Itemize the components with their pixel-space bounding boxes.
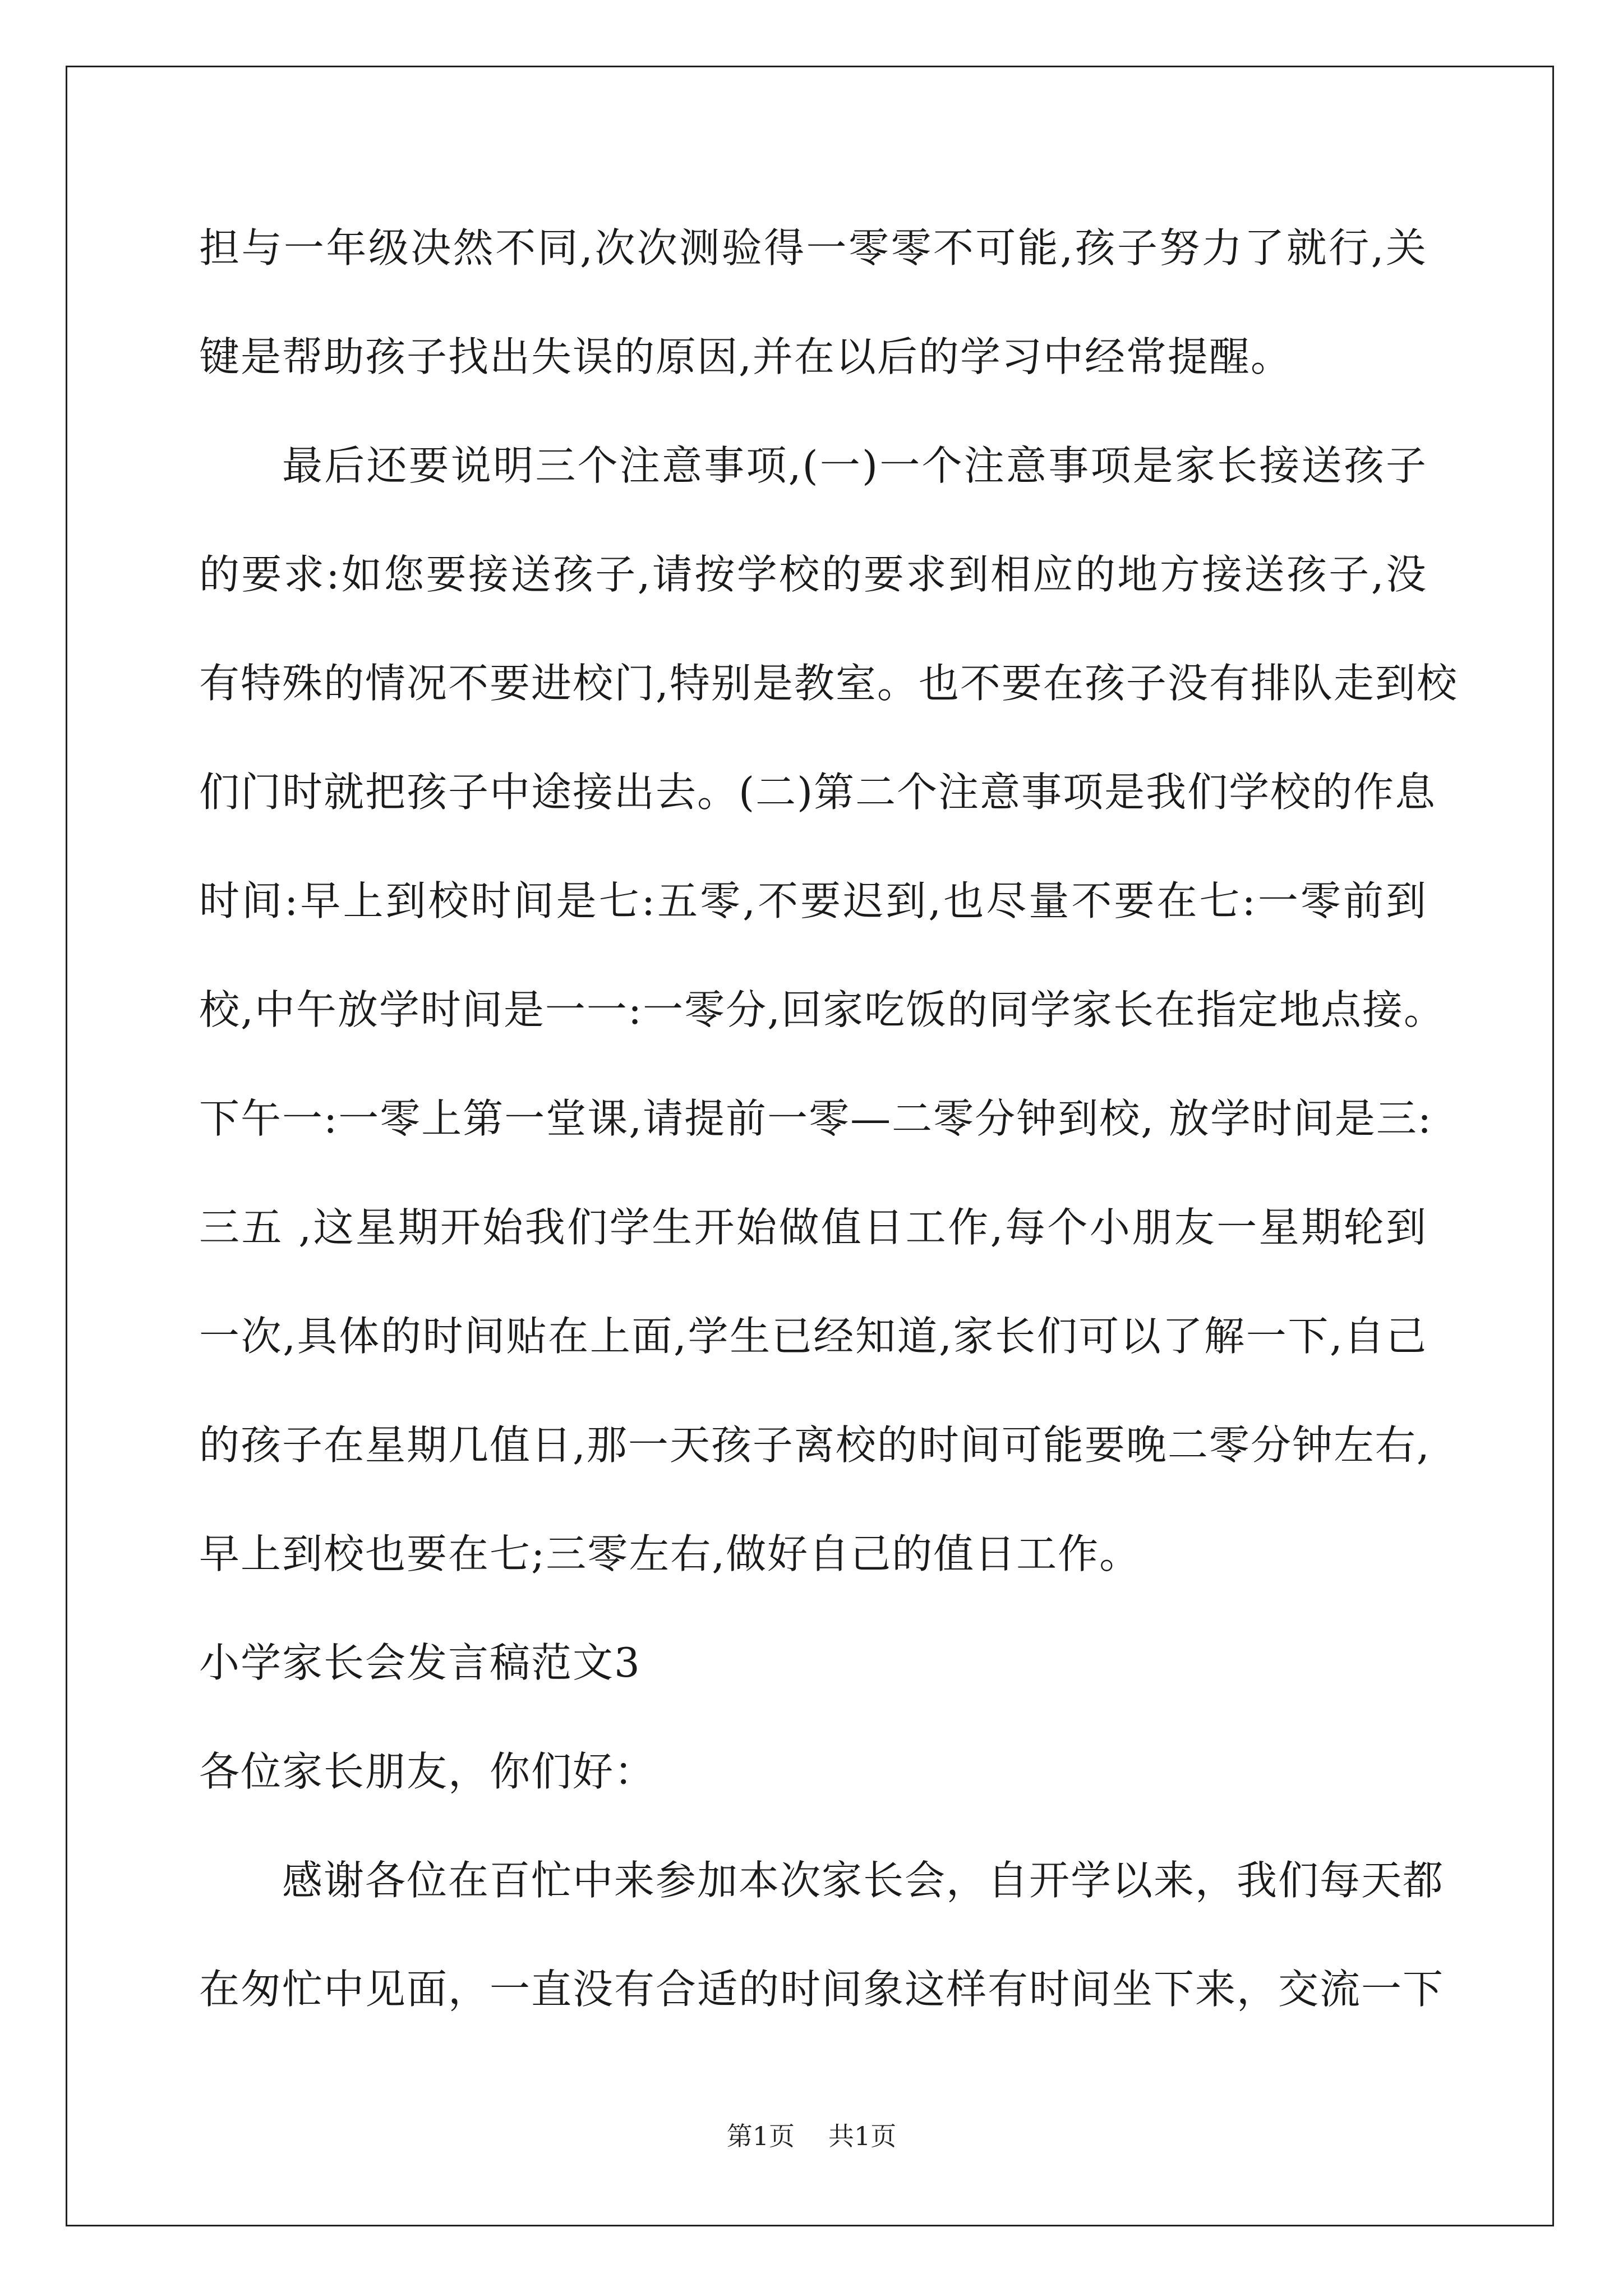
paragraph-line: 校,中午放学时间是一一:一零分,回家吃饭的同学家长在指定地点接。	[199, 986, 1446, 1033]
paragraph-line: 三五 ,这星期开始我们学生开始做值日工作,每个小朋友一星期轮到	[199, 1204, 1427, 1251]
salutation: 各位家长朋友，你们好：	[199, 1748, 656, 1795]
paragraph-line: 的孩子在星期几值日,那一天孩子离校的时间可能要晚二零分钟左右,	[199, 1421, 1431, 1469]
total-pages: 共1页	[828, 2121, 897, 2151]
paragraph-line: 的要求:如您要接送孩子,请按学校的要求到相应的地方接送孩子,没	[199, 551, 1427, 598]
page-number: 第1页	[726, 2121, 795, 2151]
paragraph-line: 最后还要说明三个注意事项,(一)一个注意事项是家长接送孩子	[282, 442, 1427, 489]
paragraph-line: 担与一年级决然不同,次次测验得一零零不可能,孩子努力了就行,关	[199, 224, 1427, 272]
paragraph-line: 下午一:一零上第一堂课,请提前一零—二零分钟到校, 放学时间是三:	[199, 1095, 1433, 1142]
paragraph-line: 们门时就把孩子中途接出去。(二)第二个注意事项是我们学校的作息	[199, 769, 1437, 816]
paragraph-line: 感谢各位在百忙中来参加本次家长会，自开学以来，我们每天都	[282, 1857, 1445, 1904]
section-heading: 小学家长会发言稿范文3	[199, 1639, 641, 1686]
paragraph-line: 有特殊的情况不要进校门,特别是教室。也不要在孩子没有排队走到校	[199, 660, 1458, 707]
paragraph-line: 键是帮助孩子找出失误的原因,并在以后的学习中经常提醒。	[199, 333, 1292, 380]
paragraph-line: 在匆忙中见面，一直没有合适的时间象这样有时间坐下来，交流一下	[199, 1966, 1445, 2013]
paragraph-line: 一次,具体的时间贴在上面,学生已经知道,家长们可以了解一下,自己	[199, 1313, 1427, 1360]
document-body	[199, 194, 1458, 2044]
paragraph-line: 早上到校也要在七;三零左右,做好自己的值日工作。	[199, 1530, 1141, 1577]
paragraph-line: 时间:早上到校时间是七:五零,不要迟到,也尽量不要在七:一零前到	[199, 877, 1427, 924]
page-footer	[0, 2116, 1623, 2153]
